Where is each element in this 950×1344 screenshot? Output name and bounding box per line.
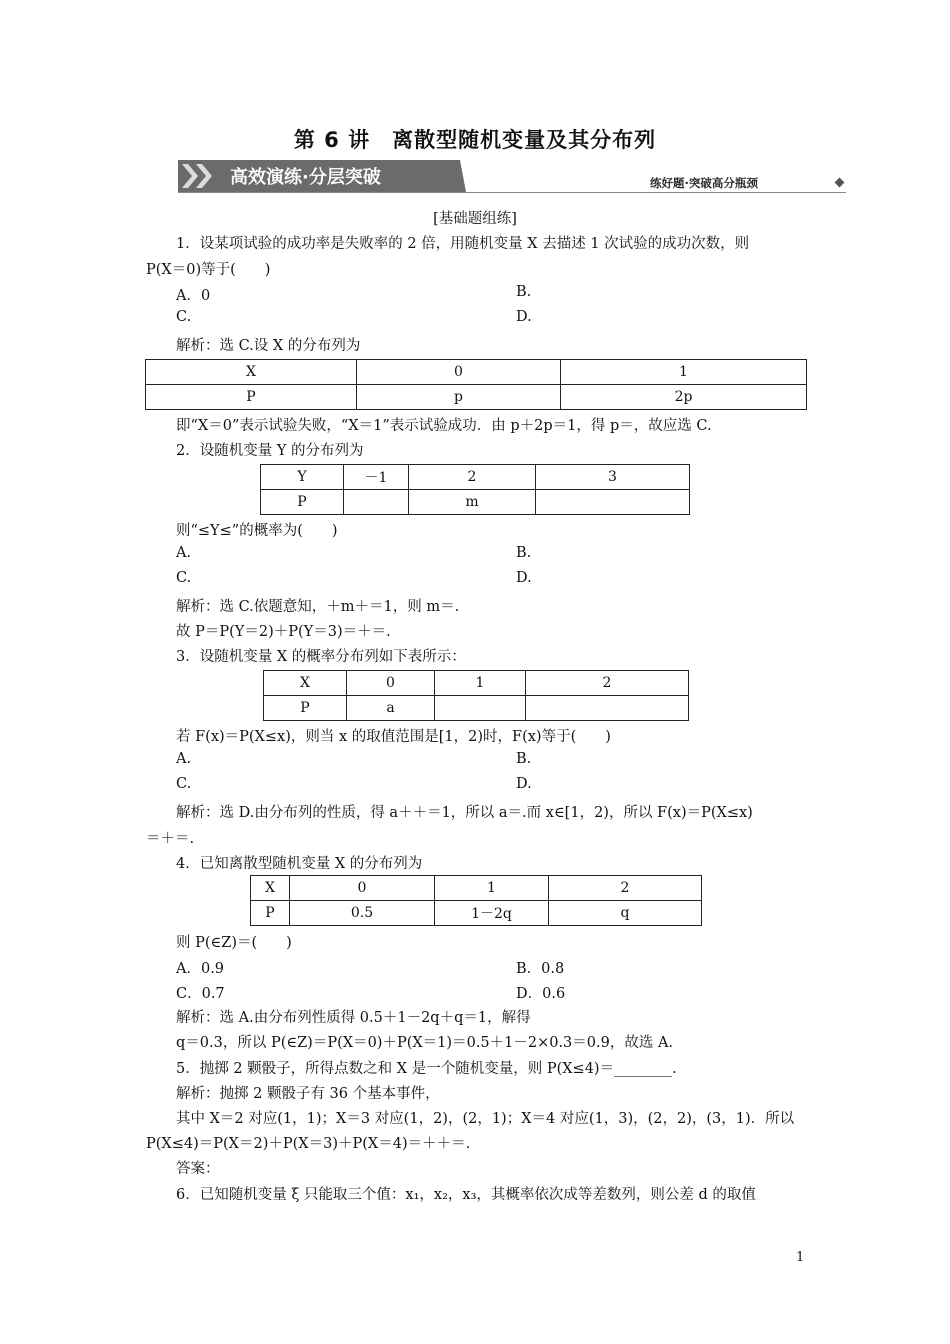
q2-explanation: 故 P＝P(Y＝2)＋P(Y＝3)＝＋＝. xyxy=(176,624,391,640)
header-rule xyxy=(178,192,846,193)
section-banner xyxy=(178,160,466,192)
q4-text-cont: 则 P(∈Z)＝( ) xyxy=(176,935,292,951)
table-cell: 0 xyxy=(290,876,435,901)
q5-explanation: 其中 X＝2 对应(1，1)；X＝3 对应(1，2)，(2，1)；X＝4 对应(1，3)，(2，2)，(3，1)．所以 xyxy=(176,1111,795,1127)
q2-option-a: A. xyxy=(176,545,192,561)
table-cell: Y xyxy=(261,465,344,490)
q2-option-b: B. xyxy=(516,545,532,561)
q5-answer-label: 答案： xyxy=(176,1161,220,1177)
q3-solution: 解析：选 D.由分布列的性质，得 a＋＋＝1，所以 a＝.而 x∈[1，2)，所以 F(x)＝P(X≤x) xyxy=(176,805,753,821)
table-cell xyxy=(526,696,689,721)
q2-option-c: C. xyxy=(176,570,192,586)
table-cell xyxy=(344,490,409,515)
q2-text: 2．设随机变量 Y 的分布列为 xyxy=(176,443,364,459)
table-cell: P xyxy=(251,901,290,926)
table-cell: a xyxy=(347,696,435,721)
q3-option-d: D. xyxy=(516,776,532,792)
page-title: 第 6 讲 离散型随机变量及其分布列 xyxy=(293,128,657,152)
table-cell: P xyxy=(146,385,357,410)
q6-text: 6．已知随机变量 ξ 只能取三个值：x₁，x₂，x₃，其概率依次成等差数列，则公差 d 的取值 xyxy=(176,1187,756,1203)
q1-option-c: C. xyxy=(176,309,192,325)
table-cell: 1 xyxy=(435,671,526,696)
q4-text: 4．已知离散型随机变量 X 的分布列为 xyxy=(176,856,423,872)
q4-option-a: A．0.9 xyxy=(176,961,225,977)
table-cell: P xyxy=(261,490,344,515)
table-row xyxy=(261,465,690,490)
banner-text: 高效演练·分层突破 xyxy=(230,167,381,188)
table-cell: q xyxy=(549,901,702,926)
table-row xyxy=(264,671,689,696)
q4-option-c: C．0.7 xyxy=(176,986,225,1002)
table-cell: 2 xyxy=(549,876,702,901)
page-number: 1 xyxy=(796,1250,805,1265)
q1-option-b: B. xyxy=(516,284,532,300)
table-cell xyxy=(536,490,690,515)
table-row xyxy=(251,876,702,901)
q4-explanation: q＝0.3，所以 P(∈Z)＝P(X＝0)＋P(X＝1)＝0.5＋1－2×0.3＝0.9，故选 A. xyxy=(176,1035,674,1051)
q3-text-cont: 若 F(x)＝P(X≤x)，则当 x 的取值范围是[1，2)时，F(x)等于( ) xyxy=(176,729,611,745)
q3-option-c: C. xyxy=(176,776,192,792)
table-cell: p xyxy=(357,385,561,410)
q4-solution: 解析：选 A.由分布列性质得 0.5＋1－2q＋q＝1，解得 xyxy=(176,1010,531,1026)
q5-solution: 解析：抛掷 2 颗骰子有 36 个基本事件， xyxy=(176,1086,440,1102)
table-row xyxy=(146,360,807,385)
q5-text: 5．抛掷 2 颗骰子，所得点数之和 X 是一个随机变量，则 P(X≤4)＝________. xyxy=(176,1061,677,1077)
q4-option-b: B．0.8 xyxy=(516,961,565,977)
q3-explanation: ＝＋＝. xyxy=(146,831,195,847)
q3-text: 3．设随机变量 X 的概率分布列如下表所示： xyxy=(176,649,466,665)
q3-option-a: A. xyxy=(176,751,192,767)
table-row xyxy=(264,696,689,721)
q3-option-b: B. xyxy=(516,751,532,767)
q5-explanation-cont: P(X≤4)＝P(X＝2)＋P(X＝3)＋P(X＝4)＝＋＋＝. xyxy=(146,1136,471,1152)
q2-text-cont: 则“≤Y≤”的概率为( ) xyxy=(176,523,338,539)
table-cell: 2 xyxy=(526,671,689,696)
table-cell: 0 xyxy=(347,671,435,696)
table-cell: 0.5 xyxy=(290,901,435,926)
q1-explanation: 即“X＝0”表示试验失败，“X＝1”表示试验成功．由 p＋2p＝1，得 p＝，故应选 C. xyxy=(176,418,712,434)
table-cell: 2p xyxy=(561,385,807,410)
q4-option-d: D．0.6 xyxy=(516,986,566,1002)
q1-option-a: A．0 xyxy=(176,288,211,304)
table-cell: －1 xyxy=(344,465,409,490)
table-cell: 1 xyxy=(435,876,549,901)
section-heading: [基础题组练] xyxy=(433,211,517,227)
table-cell: 1－2q xyxy=(435,901,549,926)
q4-distribution-table xyxy=(250,875,702,926)
diamond-icon xyxy=(835,178,845,188)
table-cell: X xyxy=(264,671,347,696)
q1-option-d: D. xyxy=(516,309,532,325)
q1-text-cont: P(X＝0)等于( ) xyxy=(146,262,271,278)
table-cell: P xyxy=(264,696,347,721)
table-cell: 1 xyxy=(561,360,807,385)
table-cell: 3 xyxy=(536,465,690,490)
q1-text: 1．设某项试验的成功率是失败率的 2 倍，用随机变量 X 去描述 1 次试验的成功次数，则 xyxy=(176,236,750,252)
banner-slogan: 练好题·突破高分瓶颈 xyxy=(650,176,758,190)
q1-solution: 解析：选 C.设 X 的分布列为 xyxy=(176,338,361,354)
table-cell: X xyxy=(251,876,290,901)
q3-distribution-table xyxy=(263,670,689,721)
table-cell: 0 xyxy=(357,360,561,385)
table-cell: m xyxy=(409,490,536,515)
table-cell: 2 xyxy=(409,465,536,490)
q2-distribution-table xyxy=(260,464,690,515)
table-row xyxy=(251,901,702,926)
table-row xyxy=(261,490,690,515)
q2-solution: 解析：选 C.依题意知，＋m＋＝1，则 m＝. xyxy=(176,599,460,615)
q2-option-d: D. xyxy=(516,570,532,586)
q1-distribution-table xyxy=(145,359,807,410)
table-cell xyxy=(435,696,526,721)
table-row xyxy=(146,385,807,410)
table-cell: X xyxy=(146,360,357,385)
